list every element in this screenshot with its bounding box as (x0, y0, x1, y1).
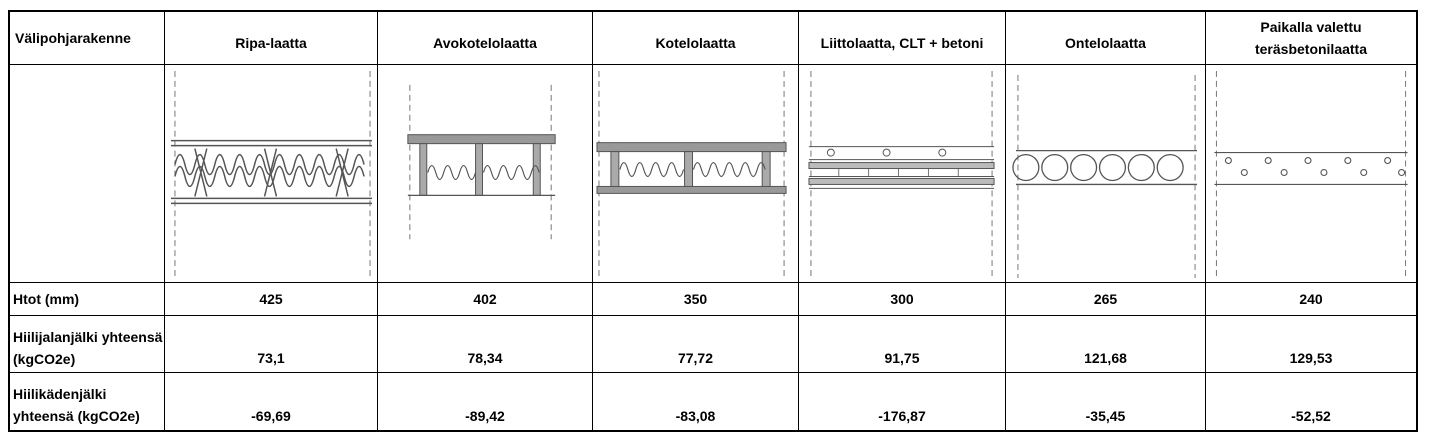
cell-htot-ontelo: 265 (1006, 283, 1206, 316)
row-label-hiilikadenjalki: Hiilikädenjälki yhteensä (kgCO2e) (10, 373, 165, 430)
cell-htot-terasbetoni: 240 (1206, 283, 1416, 316)
drawing-kotelolaatta (593, 65, 799, 283)
cell-kadenjalki-terasbetoni: -52,52 (1291, 408, 1331, 424)
cell-kadenjalki-ripa: -69,69 (165, 373, 378, 430)
cell-jalanjalki-ontelo: 121,68 (1006, 316, 1206, 373)
drawing-ripa-laatta (165, 65, 378, 283)
terasbetonilaatta-section-drawing (1206, 65, 1416, 282)
cell-kadenjalki-ontelo: -35,45 (1006, 373, 1206, 430)
drawing-ontelolaatta (1006, 65, 1206, 283)
liittolaatta-section-drawing (799, 65, 1005, 282)
cell-jalanjalki-ripa: 73,1 (165, 316, 378, 373)
column-header-terasbetonilaatta-text: Paikalla valettu teräsbetonilaatta (1254, 19, 1368, 57)
column-header-liittolaatta: Liittolaatta, CLT + betoni (799, 12, 1006, 65)
cell-htot-ripa: 425 (165, 283, 378, 316)
ontelolaatta-section-drawing (1006, 65, 1205, 282)
cell-htot-avokotelo: 402 (378, 283, 593, 316)
cell-htot-kotelo: 350 (593, 283, 799, 316)
cell-kadenjalki-liitto: -176,87 (799, 373, 1006, 430)
cell-htot-liitto: 300 (799, 283, 1006, 316)
drawing-liittolaatta (799, 65, 1006, 283)
column-header-avokotelolaatta: Avokotelolaatta (378, 12, 593, 65)
ripa-laatta-section-drawing (165, 65, 377, 282)
column-header-ontelolaatta: Ontelolaatta (1006, 12, 1206, 65)
kotelolaatta-section-drawing (593, 65, 798, 282)
comparison-table (8, 10, 1418, 432)
cell-kadenjalki-avokotelo: -89,42 (378, 373, 593, 430)
column-header-ripa-laatta: Ripa-laatta (165, 12, 378, 65)
column-header-terasbetonilaatta (1206, 12, 1416, 65)
drawing-empty-cell (10, 65, 165, 283)
cell-jalanjalki-terasbetoni: 129,53 (1206, 316, 1416, 373)
cell-jalanjalki-avokotelo: 78,34 (378, 316, 593, 373)
drawing-terasbetonilaatta (1206, 65, 1416, 283)
column-header-kotelolaatta: Kotelolaatta (593, 12, 799, 65)
cell-jalanjalki-kotelo: 77,72 (593, 316, 799, 373)
cell-kadenjalki-kotelo: -83,08 (593, 373, 799, 430)
corner-header: Välipohjarakenne (10, 12, 165, 65)
cell-jalanjalki-liitto: 91,75 (799, 316, 1006, 373)
row-label-htot: Htot (mm) (10, 283, 165, 316)
row-label-hiilijalanjalki: Hiilijalanjälki yhteensä (kgCO2e) (10, 316, 165, 373)
drawing-avokotelolaatta (378, 65, 593, 283)
avokotelolaatta-section-drawing (378, 65, 592, 282)
